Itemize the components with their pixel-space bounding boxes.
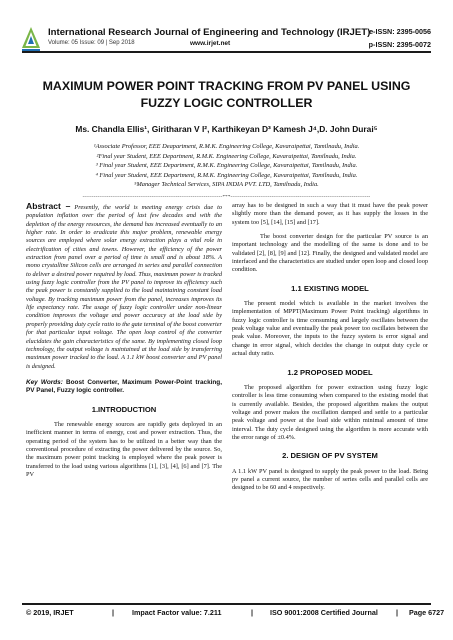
affiliations — [22, 142, 431, 190]
intro-text: The renewable energy sources are rapidly gets deployed in an inefficient manner in terms of energy, cost and power extraction. Thus, the operating period of the system has to be utilized in a better way than the conventional procedure of extracting the power delivered by the source. So, the maximum power point tracking is employed where the peak power is transferred to the load using various algorithms [1], [3], [4], [6] and [7]. The PV — [26, 421, 222, 479]
journal-website[interactable]: www.irjet.net — [190, 40, 231, 47]
paper-title: MAXIMUM POWER POINT TRACKING FROM PV PANEL USING FUZZY LOGIC CONTROLLER — [42, 79, 411, 110]
keywords-label: Key Words: — [26, 378, 63, 386]
left-column — [26, 202, 222, 479]
footer-divider: | — [251, 608, 254, 617]
abstract — [26, 202, 222, 371]
e-issn: e-ISSN: 2395-0056 — [369, 27, 431, 36]
affiliation-3: ³ Final year Student, EEE Department, R.M.K. Engineering College, Kavaraipettai, Tamilnadu, India. — [95, 162, 358, 170]
right-para-2: The boost converter design for the particular PV source is an important technology and the modelling of the same is done and to be validated [2], [8], [9] and [12]. Finally, the designed and validated model are interfaced and the characteristics are studied under open loop and closed loop condition. — [232, 233, 428, 274]
keywords — [26, 379, 222, 396]
author-list: Ms. Chandla Ellis¹, Giritharan V I², Karthikeyan D³ Kamesh J⁴,D. John Durai⁵ — [75, 124, 378, 134]
proposed-model-heading: 1.2 PROPOSED MODEL — [287, 367, 373, 377]
abstract-label: Abstract – — [26, 201, 71, 211]
footer-iso: ISO 9001:2008 Certified Journal — [270, 608, 378, 617]
existing-model-text: The present model which is available in the market involves the implementation of MPPT(Maximum Power Point tracking) algorithms in fuzzy logic controller is time consuming and largely oscillates between the peak voltage value and eventually the peak power too oscillates between the peak value. Moreover, the inputs to the fuzzy system is error signal and change in error signal, which decides the change in output duty cycle or actual duty ratio. — [232, 300, 428, 358]
affiliation-4: ⁴ Final year Student, EEE Department, R.M.K. Engineering College, Kavaraipettai, Tamilnadu, India. — [95, 171, 358, 179]
volume-line: Volume: 05 Issue: 09 | Sep 2018 — [48, 40, 135, 46]
affiliation-5: ⁵Manager Technical Services, SIPA INDIA PVT. LTD, Tamilnadu, India. — [134, 181, 319, 189]
page-header — [0, 0, 453, 64]
footer-impact-factor: Impact Factor value: 7.211 — [132, 608, 222, 617]
footer-copyright: © 2019, IRJET — [26, 608, 74, 617]
affiliation-1: ¹Associate Professor, EEE Deapartment, R.M.K. Engineering College, Kavaraipettai, Tamilnadu, India. — [93, 143, 360, 150]
intro-heading: 1.INTRODUCTION — [91, 404, 157, 414]
right-para-1: array has to be designed in such a way that it must have the peak power slightly more than the demand power, as it has supply the losses in the system too [5], [14], [15] and [17]. — [232, 202, 428, 226]
footer-rule — [22, 603, 431, 605]
affiliation-2: ²Final year Student, EEE Department, R.M.K. Engineering College, Kavaraipettai, Tamilnadu, India. — [96, 152, 357, 160]
footer-divider: | — [396, 608, 399, 617]
existing-model-heading: 1.1 EXISTING MODEL — [291, 283, 369, 293]
header-rule — [22, 51, 431, 53]
p-issn: p-ISSN: 2395-0072 — [368, 40, 431, 49]
footer-divider: | — [112, 608, 115, 617]
proposed-model-text: The proposed algorithm for power extraction using fuzzy logic controller is less time consuming when compared to the existing model that is currently available. Besides, the proposed algorithm makes the output voltage and power makes the oscillation damped and settle to a particular peak voltage and power at the load side within minimal amount of time interval. The duty cycle designed using the algorithm is more accurate with the error range of ±0.4%. — [232, 383, 428, 441]
journal-title: International Research Journal of Engineering and Technology (IRJET) — [48, 27, 371, 38]
right-column — [232, 202, 428, 493]
design-text: A 1.1 kW PV panel is designed to supply the peak power to the load. Being pv panel a current source, the number of series cells and parallel cells are designed to be 60 and 4 respectively. — [232, 467, 428, 492]
abstract-text: Presently, the world is meeting energy crisis due to population inflation over the period of last few decades and with the depletion of the energy resources, the demand has increased eventually to an higher rate. In order to eradicate this major problem, renewable energy sources are employed where solar energy extraction plays a vital role in electrification of cities and towns. However, the efficiency of the power extraction from panel over a period of time is small and is about 18%. A mono crystalline Silicon cells are arranged in series and parallel connection to deliver a desired power required by load. Thus, maximum power is tracked using fuzzy logic controller from the PV panel to improve its efficiency such the peak power is constantly supplied to the load maintaining constant load voltage. By tracking maximum power from the panel, increases improves its life expectancy rate. The usage of fuzzy logic controller under non-linear condition improves the voltage and power accuracy at the load side by properly providing duty cycle ratio to the gate terminal of the boost converter for that particular input voltage. The open loop control of the converter elucidates the gain characteristics of the same. By implementing closed loop technology, the output voltage is maintained at the load side by transferring maximum power tracked to the load. A 1.1 kW boost converter and PV panel is designed. — [26, 204, 223, 370]
irjet-logo-icon — [20, 26, 42, 52]
footer-page-number: Page 6727 — [409, 608, 445, 617]
design-heading: 2. DESIGN OF PV SYSTEM — [282, 451, 378, 461]
section-separator: ---------------------------------------------------------------------------***--------------------------------------------------------------------------- — [82, 195, 371, 200]
keywords-text: Boost Converter, Maximum Power-Point tracking, PV Panel, Fuzzy logic controller. — [26, 378, 222, 395]
